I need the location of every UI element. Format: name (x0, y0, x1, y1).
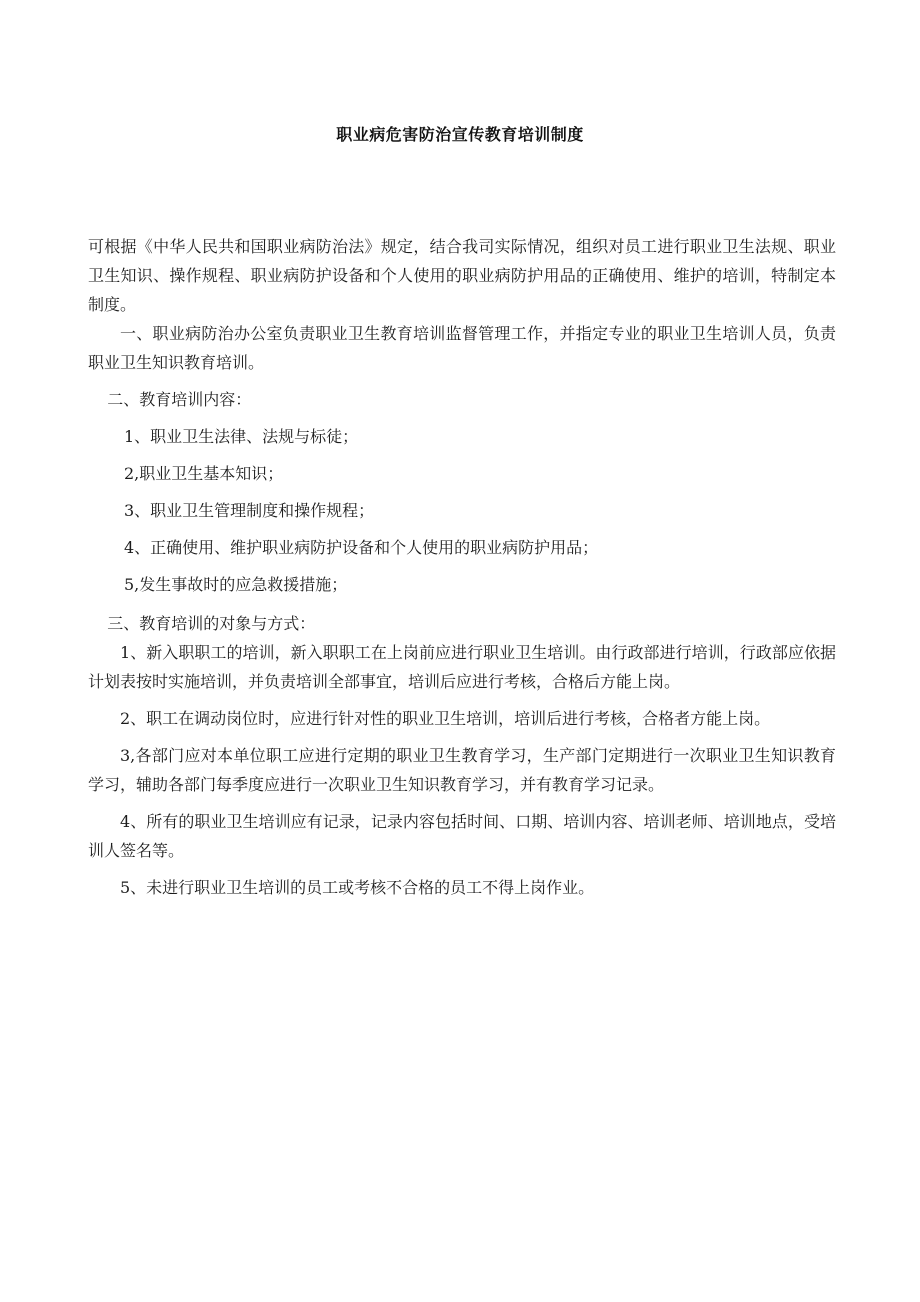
document-body (88, 232, 836, 902)
section-3-paragraph: 1、新入职职工的培训，新入职职工在上岗前应进行职业卫生培训。由行政部进行培训，行政部应依据计划表按时实施培训，并负责培训全部事宜，培训后应进行考核，合格后方能上岗。 (88, 643, 836, 691)
section-3-paragraph: 3,各部门应对本单位职工应进行定期的职业卫生教育学习，生产部门定期进行一次职业卫生知识教育学习，辅助各部门每季度应进行一次职业卫生知识教育学习，并有教育学习记录。 (88, 746, 836, 794)
list-item: 4、正确使用、维护职业病防护设备和个人使用的职业病防护用品； (124, 538, 599, 557)
section-3-heading: 三、教育培训的对象与方式： (107, 614, 316, 633)
section-1-paragraph: 一、职业病防治办公室负责职业卫生教育培训监督管理工作，并指定专业的职业卫生培训人员，负责职业卫生知识教育培训。 (88, 324, 836, 372)
list-item: 2,职业卫生基本知识； (124, 464, 284, 483)
section-3-paragraph: 2、职工在调动岗位时，应进行针对性的职业卫生培训，培训后进行考核，合格者方能上岗。 (120, 709, 771, 728)
list-item: 3、职业卫生管理制度和操作规程； (124, 501, 375, 520)
section-3-paragraph: 4、所有的职业卫生培训应有记录，记录内容包括时间、口期、培训内容、培训老师、培训地点，受培训人签名等。 (88, 812, 836, 860)
document-title: 职业病危害防治宣传教育培训制度 (336, 125, 584, 144)
section-3-paragraph: 5、未进行职业卫生培训的员工或考核不合格的员工不得上岗作业。 (120, 878, 595, 897)
section-2-heading: 二、教育培训内容： (107, 390, 252, 409)
intro-paragraph: 可根据《中华人民共和国职业病防治法》规定，结合我司实际情况，组织对员工进行职业卫生法规、职业卫生知识、操作规程、职业病防护设备和个人使用的职业病防护用品的正确使用、维护的培训，特制定本制度。 (88, 237, 836, 314)
list-item: 5,发生事故时的应急救援措施； (124, 575, 348, 594)
list-item: 1、职业卫生法律、法规与标徒； (124, 427, 359, 446)
